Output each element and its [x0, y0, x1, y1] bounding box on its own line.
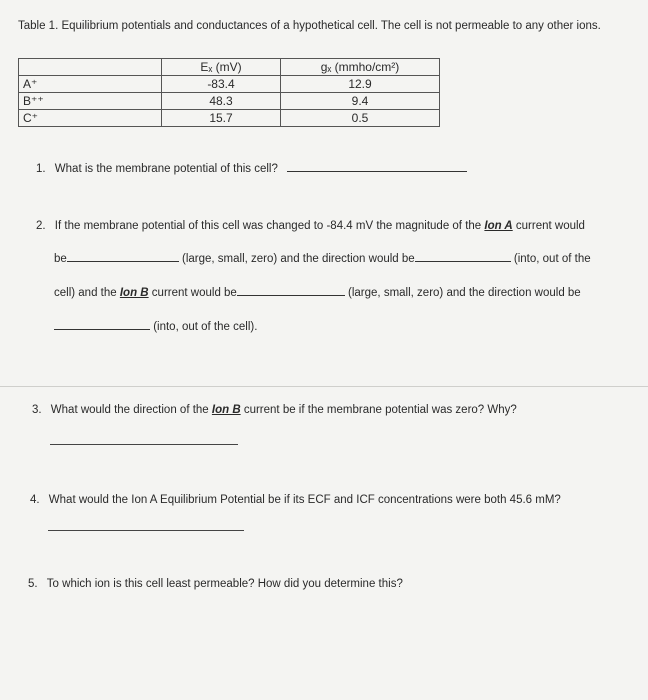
ion-cell: B⁺⁺ [19, 93, 162, 110]
question-text: current would be [148, 287, 237, 299]
table-header-ion [19, 59, 162, 76]
table-header-ex: Eₓ (mV) [162, 59, 281, 76]
question-text: (into, out of the cell). [153, 321, 258, 333]
question-3 [32, 402, 632, 418]
ion-cell: C⁺ [19, 110, 162, 127]
ion-b-emphasis: Ion B [211, 404, 241, 416]
question-text: To which ion is this cell least permeable? How did you determine this? [46, 578, 403, 590]
question-text: current would [512, 220, 585, 232]
gx-cell: 9.4 [281, 93, 440, 110]
answer-blank[interactable] [67, 250, 179, 262]
answer-blank[interactable] [415, 250, 511, 262]
question-number: 2. [36, 220, 46, 232]
ex-cell: 15.7 [162, 110, 281, 127]
table-caption: Table 1. Equilibrium potentials and conductances of a hypothetical cell. The cell is not permeable to any other ions. [18, 20, 601, 32]
answer-blank[interactable] [54, 318, 150, 330]
table-row [19, 110, 440, 127]
question-2-line-1 [36, 218, 636, 234]
question-text: current be if the membrane potential was zero? Why? [240, 404, 517, 416]
gx-cell: 12.9 [281, 76, 440, 93]
question-text: (large, small, zero) and the direction would be [348, 287, 581, 299]
answer-line[interactable] [50, 444, 238, 445]
answer-blank[interactable] [287, 160, 467, 172]
question-number: 1. [36, 163, 46, 175]
question-text: What would the direction of the [50, 404, 212, 416]
question-4 [30, 492, 640, 508]
question-text: What would the Ion A Equilibrium Potential be if its ECF and ICF concentrations were both 45.6 mM? [48, 494, 561, 506]
question-2-line-4 [54, 318, 257, 335]
ex-cell: -83.4 [162, 76, 281, 93]
question-text: If the membrane potential of this cell was changed to -84.4 mV the magnitude of the [54, 220, 485, 232]
answer-blank[interactable] [237, 284, 345, 296]
section-divider [0, 386, 648, 387]
answer-line[interactable] [48, 530, 244, 531]
table-row [19, 93, 440, 110]
question-text: cell) and the [54, 287, 120, 299]
table-header-gx: gₓ (mmho/cm²) [281, 59, 440, 76]
equilibrium-table [18, 58, 440, 127]
question-2-line-2 [54, 250, 634, 267]
question-text: be [54, 253, 67, 265]
ion-cell: A⁺ [19, 76, 162, 93]
ex-cell: 48.3 [162, 93, 281, 110]
question-1 [36, 160, 467, 177]
question-text: (large, small, zero) and the direction would be [182, 253, 415, 265]
question-2-line-3 [54, 284, 634, 301]
question-5 [28, 576, 638, 592]
question-number: 5. [28, 578, 38, 590]
ion-a-emphasis: Ion A [484, 220, 513, 232]
question-number: 4. [30, 494, 40, 506]
table-header-row [19, 59, 440, 76]
table-row [19, 76, 440, 93]
question-number: 3. [32, 404, 42, 416]
question-text: (into, out of the [513, 253, 591, 265]
ion-b-emphasis: Ion B [119, 287, 149, 299]
gx-cell: 0.5 [281, 110, 440, 127]
question-text: What is the membrane potential of this cell? [54, 163, 278, 175]
